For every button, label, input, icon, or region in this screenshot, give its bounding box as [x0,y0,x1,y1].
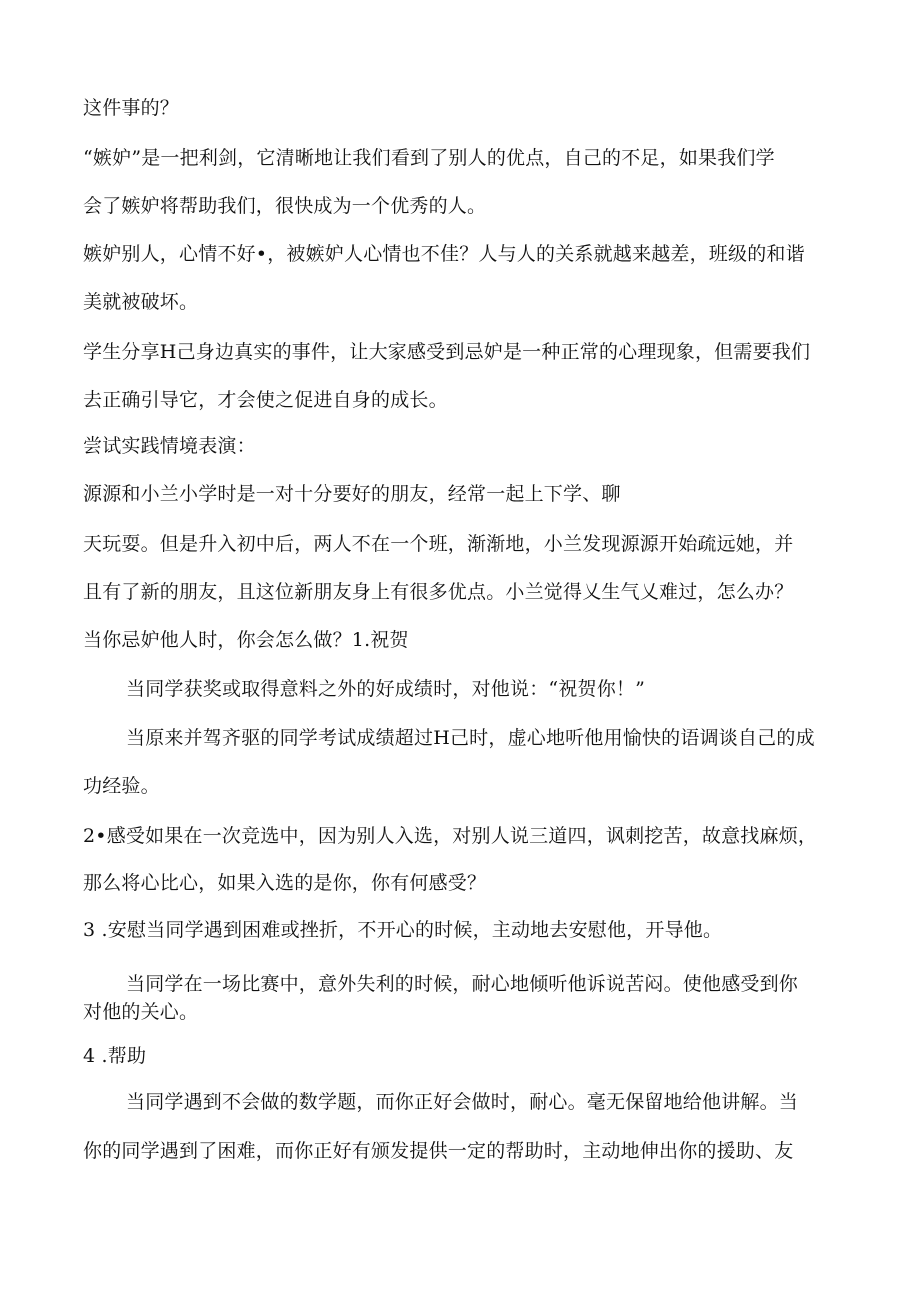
text-line-6: 学生分享H己身边真实的事件，让大家感受到忌妒是一种正常的心理现象，但需要我们 [83,341,811,363]
text-line-14: 当原来并驾齐驱的同学考试成绩超过H己时，虚心地听他用愉快的语调谈自己的成 [126,727,815,749]
text-line-23: 你的同学遇到了困难，而你正好有颁发提供一定的帮助时，主动地伸出你的援助、友 [83,1140,794,1162]
text-line-19: 当同学在一场比赛中，意外失利的时候，耐心地倾听他诉说苦闷。使他感受到你 [126,973,799,995]
text-line-21: 4 .帮助 [83,1045,147,1067]
text-line-3: 会了嫉妒将帮助我们，很快成为一个优秀的人。 [83,195,487,217]
text-line-7: 去正确引导它，才会使之促进自身的成长。 [83,389,448,411]
text-line-4: 嫉妒别人，心情不好•，被嫉妒人心情也不佳？人与人的关系就越来越差，班级的和谐 [83,243,805,265]
text-line-10: 天玩耍。但是升入初中后，两人不在一个班，渐渐地，小兰发现源源开始疏远她，并 [83,533,794,555]
text-line-15: 功经验。 [83,775,160,797]
text-line-2: “嫉妒”是一把利剑，它清晰地让我们看到了别人的优点，自己的不足，如果我们学 [83,147,775,169]
text-line-12: 当你忌妒他人时，你会怎么做？1.祝贺 [83,629,409,651]
text-line-18: 3 .安慰当同学遇到困难或挫折，不开心的时候，主动地去安慰他，开导他。 [83,919,723,941]
text-line-8: 尝试实践情境表演： [83,435,256,457]
text-line-20: 对他的关心。 [83,1001,199,1023]
text-line-16: 2•感受如果在一次竞选中，因为别人入选，对别人说三道四，讽刺挖苦，故意找麻烦， [83,825,818,847]
text-line-11: 且有了新的朋友，且这位新朋友身上有很多优点。小兰觉得乂生气乂难过，怎么办？ [83,581,794,603]
text-line-5: 美就被破坏。 [83,291,199,313]
text-line-1: 这件事的？ [83,97,180,119]
text-line-17: 那么将心比心，如果入选的是你，你有何感受？ [83,872,487,894]
text-line-13: 当同学获奖或取得意料之外的好成绩时，对他说：“祝贺你！” [126,678,646,700]
text-line-9: 源源和小兰小学时是一对十分要好的朋友，经常一起上下学、聊 [83,483,621,505]
text-line-22: 当同学遇到不会做的数学题，而你正好会做时，耐心。毫无保留地给他讲解。当 [126,1091,799,1113]
